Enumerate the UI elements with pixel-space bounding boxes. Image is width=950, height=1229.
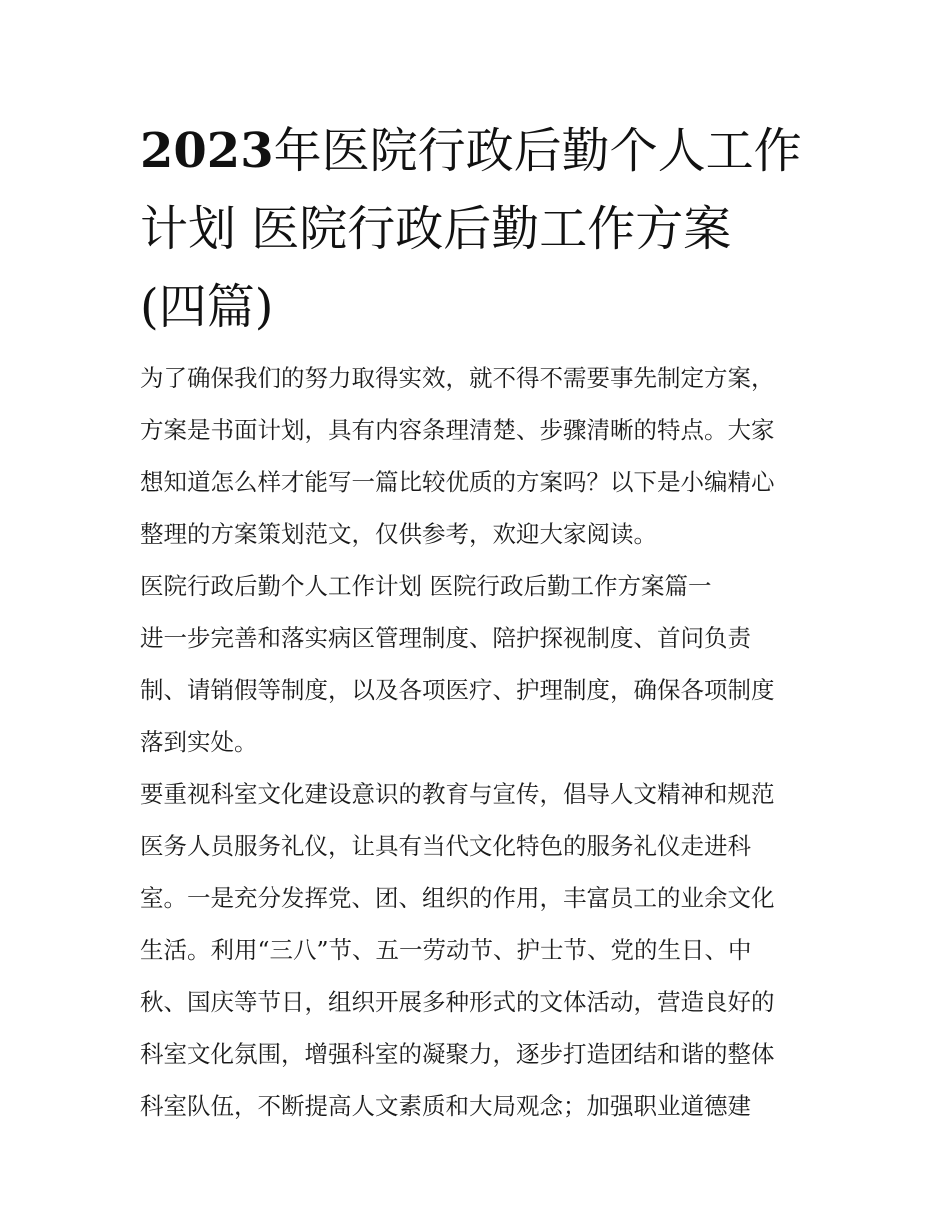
title-line-1: 年医院行政后勤个人工作 — [273, 123, 802, 179]
body-line: 医务人员服务礼仪，让具有当代文化特色的服务礼仪走进科 — [140, 832, 751, 860]
document-title — [140, 112, 820, 346]
body-line: 生活。利用“三八”节、五一劳动节、护士节、党的生日、中 — [140, 936, 752, 964]
body-line: 科室文化氛围，增强科室的凝聚力，逐步打造团结和谐的整体 — [140, 1040, 775, 1068]
body-line: 想知道怎么样才能写一篇比较优质的方案吗？以下是小编精心 — [140, 468, 775, 496]
title-line-3: (四篇) — [140, 279, 274, 335]
section-heading: 医院行政后勤个人工作计划 医院行政后勤工作方案篇一 — [140, 572, 712, 600]
body-line: 为了确保我们的努力取得实效，就不得不需要事先制定方案， — [140, 364, 775, 392]
body-line: 整理的方案策划范文，仅供参考，欢迎大家阅读。 — [140, 520, 657, 548]
body-line: 方案是书面计划，具有内容条理清楚、步骤清晰的特点。大家 — [140, 416, 775, 444]
body-line: 落到实处。 — [140, 728, 258, 756]
body-line: 要重视科室文化建设意识的教育与宣传，倡导人文精神和规范 — [140, 780, 775, 808]
body-line: 进一步完善和落实病区管理制度、陪护探视制度、首问负责 — [140, 624, 751, 652]
body-line: 秋、国庆等节日，组织开展多种形式的文体活动，营造良好的 — [140, 988, 775, 1016]
document-body — [140, 352, 820, 1132]
title-line-2: 计划 医院行政后勤工作方案 — [140, 201, 732, 257]
title-year: 2023 — [140, 123, 274, 179]
body-line: 科室队伍，不断提高人文素质和大局观念；加强职业道德建 — [140, 1092, 751, 1120]
body-line: 室。一是充分发挥党、团、组织的作用，丰富员工的业余文化 — [140, 884, 775, 912]
body-line: 制、请销假等制度，以及各项医疗、护理制度，确保各项制度 — [140, 676, 775, 704]
